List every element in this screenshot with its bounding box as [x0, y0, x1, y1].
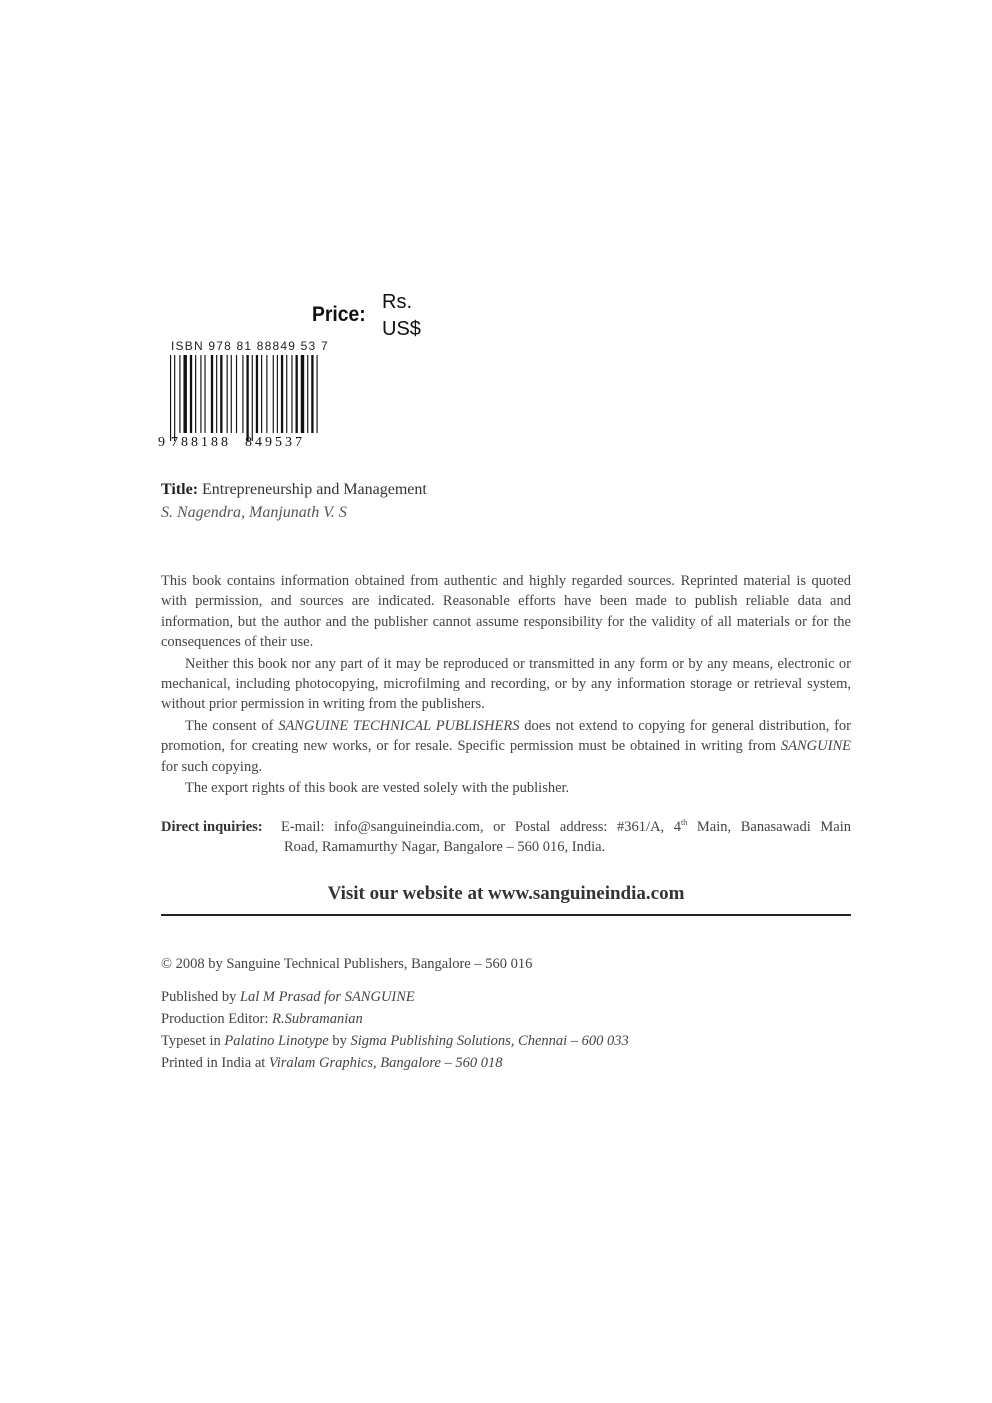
book-authors: S. Nagendra, Manjunath V. S [161, 504, 347, 521]
publisher-name: SANGUINE TECHNICAL PUBLISHERS [278, 718, 520, 735]
barcode-bar [261, 355, 262, 433]
isbn-barcode [158, 355, 328, 455]
barcode-digit: 8 [211, 435, 218, 450]
barcode-bar [296, 355, 298, 433]
inquiries-label: Direct inquiries: [161, 819, 263, 835]
inquiries-text: E-mail: info@sanguineindia.com, or Postal address: #361/A, 4th Main, Banasawadi Main Road, Ramamurthy Nagar, Bangalore – 560 016, India. [281, 818, 851, 856]
barcode-digit: 1 [201, 435, 208, 450]
disclaimer-paragraph: The export rights of this book are vested solely with the publisher. [185, 780, 570, 797]
production-editor-line: Production Editor: R.Subramanian [161, 1011, 363, 1027]
imprint-block [161, 953, 629, 1074]
barcode-bar [242, 355, 243, 433]
book-title-line [161, 481, 427, 499]
barcode-bar [170, 355, 171, 441]
price-label: Price: [312, 303, 366, 326]
direct-inquiries [161, 817, 851, 858]
barcode-bar [246, 355, 248, 441]
barcode-bar [291, 355, 292, 433]
typeset-line: Typeset in Palatino Linotype by Sigma Publishing Solutions, Chennai – 600 033 [161, 1033, 629, 1049]
barcode-bar [252, 355, 253, 441]
barcode-digit: 9 [265, 435, 272, 450]
barcode-bar [190, 355, 192, 433]
barcode-bar [174, 355, 175, 441]
barcode-bar [281, 355, 283, 433]
barcode-bar [236, 355, 237, 433]
disclaimer-paragraph: The consent of SANGUINE TECHNICAL PUBLISHERS does not extend to copying for general distribution, for promotion, for creating new works, or for resale. Specific permission must be obtained in writing from SANGUINE for such copying. [161, 718, 852, 775]
barcode-bar [231, 355, 232, 433]
barcode-digit: 4 [255, 435, 262, 450]
copyright-line: © 2008 by Sanguine Technical Publishers, Bangalore – 560 016 [161, 956, 533, 972]
barcode-bar [317, 355, 318, 433]
barcode-bar [216, 355, 217, 433]
barcode-bar [195, 355, 196, 433]
barcode-digit: 8 [221, 435, 228, 450]
barcode-bar [204, 355, 205, 433]
price-rs: Rs. [382, 291, 412, 313]
publisher-short-name: SANGUINE [780, 738, 851, 755]
printed-line: Printed in India at Viralam Graphics, Bangalore – 560 018 [161, 1055, 503, 1071]
disclaimer-paragraph: Neither this book nor any part of it may be reproduced or transmitted in any form or by any means, electronic or mechanical, including photocopying, microfilming and recording, or by any information storage or retrieval system, without prior permission in writing from the publishers. [161, 655, 851, 713]
barcode-digit: 3 [285, 435, 292, 450]
barcode-bar [301, 355, 304, 433]
barcode-bar [311, 355, 313, 433]
isbn-text: ISBN 978 81 88849 53 7 [171, 339, 329, 353]
barcode-bar [220, 355, 222, 433]
price-usd: US$ [382, 318, 421, 340]
barcode-digit: 8 [181, 435, 188, 450]
barcode-bar [227, 355, 228, 433]
barcode-digit: 8 [191, 435, 198, 450]
barcode-bar [286, 355, 287, 433]
barcode-bar [211, 355, 213, 433]
website-banner: Visit our website at www.sanguineindia.com [327, 883, 685, 904]
barcode-bar [273, 355, 274, 433]
published-by-line: Published by Lal M Prasad for SANGUINE [161, 989, 415, 1005]
barcode-digit: 8 [245, 435, 252, 450]
title-label: Title: [161, 481, 199, 498]
copyright-disclaimer [161, 571, 851, 800]
divider [161, 914, 851, 916]
barcode-bar [183, 355, 186, 433]
barcode-digit: 7 [171, 435, 178, 450]
barcode-bar [277, 355, 278, 433]
disclaimer-paragraph: This book contains information obtained from authentic and highly regarded sources. Reprinted material is quoted with permission, and sources are indicated. Reasonable efforts have been made to publish reliable data and information, but the author and the publisher cannot assume responsibility for the validity of all materials or for the consequences of their use. [161, 573, 851, 650]
barcode-bar [307, 355, 308, 433]
barcode-digit-first: 9 [158, 435, 165, 450]
barcode-bar [179, 355, 180, 433]
barcode-bar [256, 355, 258, 433]
barcode-bar [266, 355, 267, 433]
barcode-bar [200, 355, 201, 433]
barcode-digit: 7 [295, 435, 302, 450]
book-title: Entrepreneurship and Management [202, 481, 427, 498]
barcode-digit: 5 [275, 435, 282, 450]
